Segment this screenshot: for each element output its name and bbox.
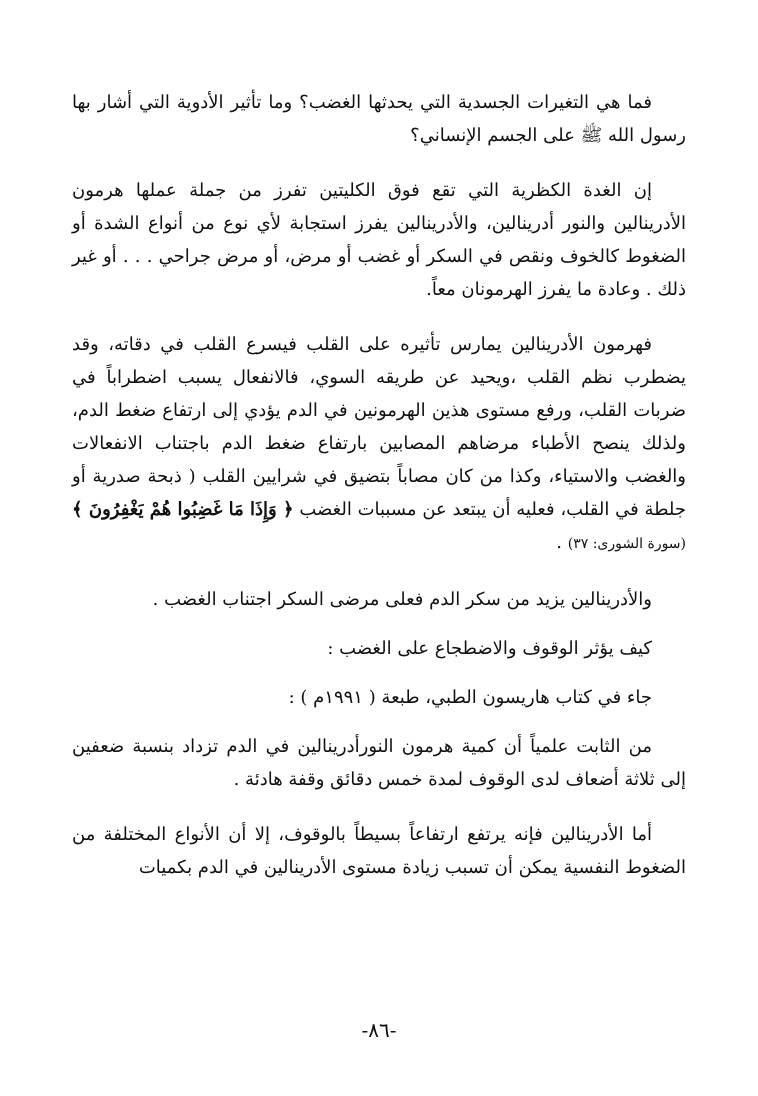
verse-reference: (سورة الشورى: ٣٧) bbox=[567, 536, 686, 552]
paragraph-end-mark: . bbox=[556, 532, 568, 553]
paragraph-diabetes: والأدرينالين يزيد من سكر الدم فعلى مرضى السكر اجتناب الغضب . bbox=[152, 589, 652, 610]
paragraph-adrenaline-standing: أما الأدرينالين فإنه يرتفع ارتفاعاً بسيطاً بالوقوف، إلا أن الأنواع المختلفة من الضغوط النفسية يمكن أن تسبب زيادة مستوى الأدرينالين في الدم بكميات bbox=[72, 824, 686, 878]
paragraph-noradrenaline: من الثابت علمياً أن كمية هرمون النورأدرينالين في الدم تزداد بنسبة ضعفين إلى ثلاثة أضعاف لدى الوقوف لمدة خمس دقائق وقفة هادئة . bbox=[72, 736, 686, 790]
section-heading-standing: كيف يؤثر الوقوف والاضطجاع على الغضب : bbox=[327, 638, 652, 659]
paragraph-question: فما هي التغيرات الجسدية التي يحدثها الغضب؟ وما تأثير الأدوية التي أشار بها رسول الله ﷺ على الجسم الإنساني؟ bbox=[72, 92, 686, 146]
page-number: -٨٦- bbox=[361, 1018, 397, 1042]
paragraph-adrenaline-heart bbox=[72, 328, 686, 561]
citation-harrison: جاء في كتاب هاريسون الطبي، طبعة ( ١٩٩١م ) : bbox=[288, 687, 652, 708]
quran-verse: ﴿ وَإِذَا مَا غَضِبُوا هُمْ يَغْفِرُونَ ﴾ bbox=[72, 499, 294, 520]
paragraph-adrenaline-heart-text: فهرمون الأدرينالين يمارس تأثيره على القلب فيسرع القلب في دقاته، وقد يضطرب نظم القلب ،ويحيد عن طريقه السوي، فالانفعال يسبب اضطراباً في ضربات القلب، ورفع مستوى هذين الهرمونين في الدم يؤدي إلى ارتفاع ضغط الدم، ولذلك ينصح الأطباء مرضاهم المصابين بارتفاع ضغط الدم باجتناب الانفعالات والغضب والاستياء، وكذا من كان مصاباً بتضيق في شرايين القلب ( ذبحة صدرية أو جلطة في القلب، فعليه أن يبتعد عن مسببات الغضب bbox=[72, 334, 686, 520]
page-body bbox=[72, 86, 686, 906]
paragraph-adrenal-gland: إن الغدة الكظرية التي تقع فوق الكليتين تفرز من جملة عملها هرمون الأدرينالين والنور أدرينالين، والأدرينالين يفرز استجابة لأي نوع من أنواع الشدة أو الضغوط كالخوف ونقص في السكر أو غضب أو مرض، أو مرض جراحي . . . أو غير ذلك . وعادة ما يفرز الهرمونان معاً. bbox=[72, 180, 686, 300]
